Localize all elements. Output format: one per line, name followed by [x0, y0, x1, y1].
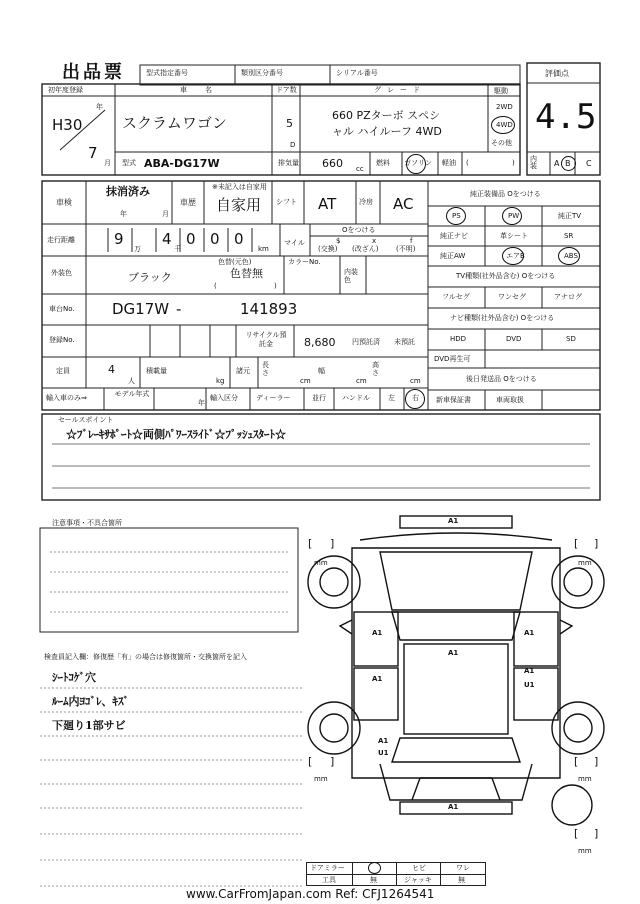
doors-label: ドア数 [276, 86, 297, 94]
grade-label: グレード [374, 86, 426, 94]
tire-fr-bracket-close: ] [594, 537, 599, 550]
car-name-value: スクラムワゴン [122, 114, 227, 132]
model-year-label: モデル年式 [114, 390, 150, 398]
meter-option-unknown: (不明) [396, 245, 416, 253]
tire-fl-bracket-open: [ [308, 537, 313, 550]
mark-front-bumper: A1 [448, 517, 459, 525]
mileage-digit-3: 0 [186, 230, 196, 248]
color-change-value: 色替無 [230, 267, 263, 280]
right-label: 右 [412, 394, 419, 402]
parallel-label: 並行 [312, 394, 326, 402]
first-reg-year: H30 [52, 116, 83, 134]
equip-abs: ABS [564, 252, 578, 260]
grade-line1: 660 PZターボ スペシ [332, 109, 441, 122]
first-reg-label: 初年度登録 [48, 86, 83, 94]
jack-label: ジャッキ [404, 876, 432, 884]
import-label: 輸入車のみ⇒ [46, 394, 87, 402]
equip-ps-circle [446, 207, 466, 225]
interior-label: 内装 [530, 155, 537, 170]
length-cm-unit: cm [300, 377, 311, 385]
model-label: 型式 [122, 159, 136, 167]
score-label: 評価点 [545, 69, 569, 78]
notes-label: 注意事項・不具合箇所 [52, 519, 122, 527]
displacement-label: 排気量 [278, 159, 299, 167]
chassis-label: 車台No. [49, 305, 75, 313]
km-unit: km [258, 245, 269, 253]
tools-value: 無 [370, 876, 377, 884]
man-unit: 万 [134, 245, 141, 253]
serial-label: シリアル番号 [336, 69, 378, 77]
mark-right-rear-door-u: U1 [524, 681, 535, 689]
meter-option-replace: (交換) [318, 245, 338, 253]
drive-other: その他 [491, 139, 512, 147]
recycle-paid: 円預託済 [352, 338, 380, 346]
equip-pw-circle [502, 207, 522, 225]
cc-unit: cc [356, 165, 364, 173]
width-label: 幅 [318, 367, 325, 375]
load-label: 積載量 [146, 367, 167, 375]
displacement-value: 660 [322, 157, 343, 170]
meter-option-unknown-mark: f [410, 237, 413, 245]
navi-hdd: HDD [450, 335, 467, 343]
spare-bracket-close: ] [594, 827, 599, 840]
footer-col-2 [396, 862, 397, 886]
footer-col-1 [352, 862, 353, 886]
tire-fl-bracket-close: ] [330, 537, 335, 550]
history-value: 自家用 [216, 196, 262, 214]
chassis-prefix: DG17W [112, 300, 170, 318]
fuel-light-oil: 軽油 [442, 159, 456, 167]
car-name-label: 車名 [180, 86, 230, 94]
cooling-value: AC [393, 195, 414, 213]
recycle-label: リサイクル預託金 [245, 331, 287, 349]
drive-4wd: 4WD [496, 121, 513, 129]
aftermarket-manual: 車両取扱 [496, 396, 524, 404]
shift-value: AT [318, 195, 337, 213]
mileage-digit-5: 0 [234, 230, 244, 248]
mark-left-front-door: A1 [372, 629, 383, 637]
interior-a: A [554, 159, 560, 168]
tv-full: フルセグ [442, 293, 470, 301]
history-note: ※未記入は自家用 [212, 183, 267, 191]
equipment-title: 純正装備品 Oをつける [470, 190, 541, 198]
first-reg-month: 7 [88, 144, 98, 162]
grade-line2: ャル ハイルーフ 4WD [332, 125, 442, 138]
crack-label: ヒビ [412, 864, 426, 872]
color-label: 外装色 [51, 269, 72, 277]
interior-color-label: 内装色 [344, 268, 358, 285]
interior-b: B [565, 159, 571, 168]
tire-fr-bracket-open: [ [574, 537, 579, 550]
tv-title: TV種類(社外品含む) Oをつける [456, 272, 556, 280]
height-cm-unit: cm [410, 377, 421, 385]
drive-4wd-circle [491, 116, 515, 134]
mile-label: マイル [284, 239, 305, 247]
door-mirror-circle [368, 862, 381, 874]
import-year-unit: 年 [198, 399, 205, 407]
fuel-label: 燃料 [376, 159, 390, 167]
spare-bracket-open: [ [574, 827, 579, 840]
right-circle [405, 389, 425, 409]
color-no-label: カラーNo. [288, 258, 321, 266]
tire-rl-bracket-open: [ [308, 755, 313, 768]
height-label: 高さ [372, 361, 379, 377]
mark-left-rear-u: U1 [378, 749, 389, 757]
mark-right-rear-door-a: A1 [524, 667, 535, 675]
mark-left-rear-door: A1 [372, 675, 383, 683]
mileage-digit-4: 0 [210, 230, 220, 248]
model-designation-label: 型式指定番号 [146, 69, 188, 77]
form-title: 出品票 [62, 62, 125, 83]
equip-airbag-circle [502, 247, 524, 265]
doors-value: 5 [286, 117, 293, 130]
meter-circle-note: Oをつける [342, 226, 376, 234]
door-type: D [290, 141, 296, 149]
shift-label: シフト [276, 198, 297, 206]
mileage-digit-2: 4 [162, 230, 172, 248]
tire-rr-bracket-open: [ [574, 755, 579, 768]
interior-c: C [586, 159, 592, 168]
color-value: ブラック [128, 271, 172, 284]
person-unit: 人 [128, 377, 135, 385]
tire-fr-mm: mm [578, 559, 592, 567]
color-paren-open: ( [214, 282, 217, 290]
dvd-play-label: DVD再生可 [434, 355, 471, 363]
left-label: 左 [388, 394, 395, 402]
equip-navi: 純正ナビ [440, 232, 468, 240]
mark-right-front-door: A1 [524, 629, 535, 637]
tv-analog: アナログ [554, 293, 582, 301]
equip-tv: 純正TV [558, 212, 582, 220]
aftermarket-warranty: 新車保証書 [436, 396, 471, 404]
mileage-label: 走行距離 [47, 236, 75, 244]
color-paren-close: ) [274, 282, 277, 290]
equip-pw: PW [508, 212, 520, 220]
year-unit: 年 [96, 103, 103, 111]
note-line-3: 下廻り1部サビ [52, 719, 126, 732]
equip-sr: SR [564, 232, 574, 240]
door-mirror-label: ドアミラー [310, 864, 345, 872]
tire-fl-mm: mm [314, 559, 328, 567]
fuel-paren-open: ( [466, 159, 469, 167]
drive-label: 駆動 [494, 87, 508, 95]
kg-unit: kg [216, 377, 225, 385]
mark-roof: A1 [448, 649, 459, 657]
chassis-number: 141893 [240, 300, 298, 318]
fuel-gasoline: ガソリン [404, 159, 432, 167]
mark-rear-bumper: A1 [448, 803, 459, 811]
meter-option-tamper: (改ざん) [352, 245, 379, 253]
tire-rl-mm: mm [314, 775, 328, 783]
tv-one: ワンセグ [498, 293, 526, 301]
meter-option-tamper-mark: x [372, 237, 377, 245]
jack-value: 無 [458, 876, 465, 884]
tire-rl-bracket-close: ] [330, 755, 335, 768]
tire-rr-mm: mm [578, 775, 592, 783]
navi-sd: SD [566, 335, 576, 343]
tools-label: 工具 [322, 876, 336, 884]
sen-unit: 千 [174, 245, 181, 253]
mileage-digit-1: 9 [114, 230, 124, 248]
spare-mm: mm [578, 847, 592, 855]
watermark: www.CarFromJapan.com Ref: CFJ1264541 [186, 887, 435, 901]
aftermarket-title: 後日発送品 Oをつける [466, 375, 537, 383]
equip-airbag: エアB [506, 252, 525, 260]
interior-b-circle [561, 156, 576, 171]
handle-label: ハンドル [342, 394, 370, 402]
break-label: ワレ [456, 864, 470, 872]
inspector-label: 検査員記入欄：修復歴「有」の場合は修復箇所・交換箇所を記入 [44, 653, 247, 661]
import-type-label: 輸入区分 [210, 394, 238, 402]
capacity-value: 4 [108, 363, 115, 376]
navi-title: ナビ種類(社外品含む) Oをつける [450, 314, 555, 322]
dealer-label: ディーラー [256, 394, 291, 402]
meter-option-replace-mark: $ [336, 237, 341, 245]
tire-rr-bracket-close: ] [594, 755, 599, 768]
equip-abs-circle [558, 247, 580, 265]
inspection-label: 車検 [56, 198, 72, 207]
sales-point-label: セールスポイント [58, 416, 114, 424]
model-value: ABA-DG17W [144, 157, 220, 170]
note-line-2: ﾙｰﾑ内ﾖｺﾞﾚ、ｷｽﾞ [52, 695, 129, 708]
recycle-value: 8,680 [304, 336, 336, 349]
fuel-gasoline-circle [406, 154, 426, 174]
score-value: 4.5 [535, 97, 597, 137]
drive-2wd: 2WD [496, 103, 513, 111]
sales-point-text: ☆ﾌﾞﾚｰｷｻﾎﾟｰﾄ☆両側ﾊﾟﾜｰｽﾗｲﾄﾞ☆ﾌﾟｯｼｭｽﾀｰﾄ☆ [66, 428, 286, 441]
fuel-paren-close: ) [512, 159, 515, 167]
inspection-year: 年 [120, 210, 127, 218]
recycle-unpaid: 未預託 [394, 338, 415, 346]
footer-col-3 [440, 862, 441, 886]
mark-left-rear-a: A1 [378, 737, 389, 745]
cooling-label: 冷房 [359, 198, 373, 206]
chassis-dash: - [176, 300, 182, 318]
history-label: 車歴 [180, 198, 196, 207]
capacity-label: 定員 [56, 367, 70, 375]
note-line-1: ｼｰﾄｺｹﾞ穴 [52, 671, 96, 684]
inspection-month: 月 [162, 210, 169, 218]
equip-ps: PS [452, 212, 461, 220]
month-unit: 月 [104, 159, 111, 167]
reg-no-label: 登録No. [49, 336, 75, 344]
equip-leather: 革シート [500, 232, 528, 240]
length-label: 長さ [262, 361, 269, 377]
equip-aw: 純正AW [440, 252, 466, 260]
color-change-label: 色替(元色) [218, 258, 252, 266]
navi-dvd: DVD [506, 335, 522, 343]
category-label: 類別区分番号 [241, 69, 283, 77]
inspection-value: 抹消済み [106, 185, 150, 198]
dims-label: 諸元 [236, 367, 250, 375]
width-cm-unit: cm [356, 377, 367, 385]
